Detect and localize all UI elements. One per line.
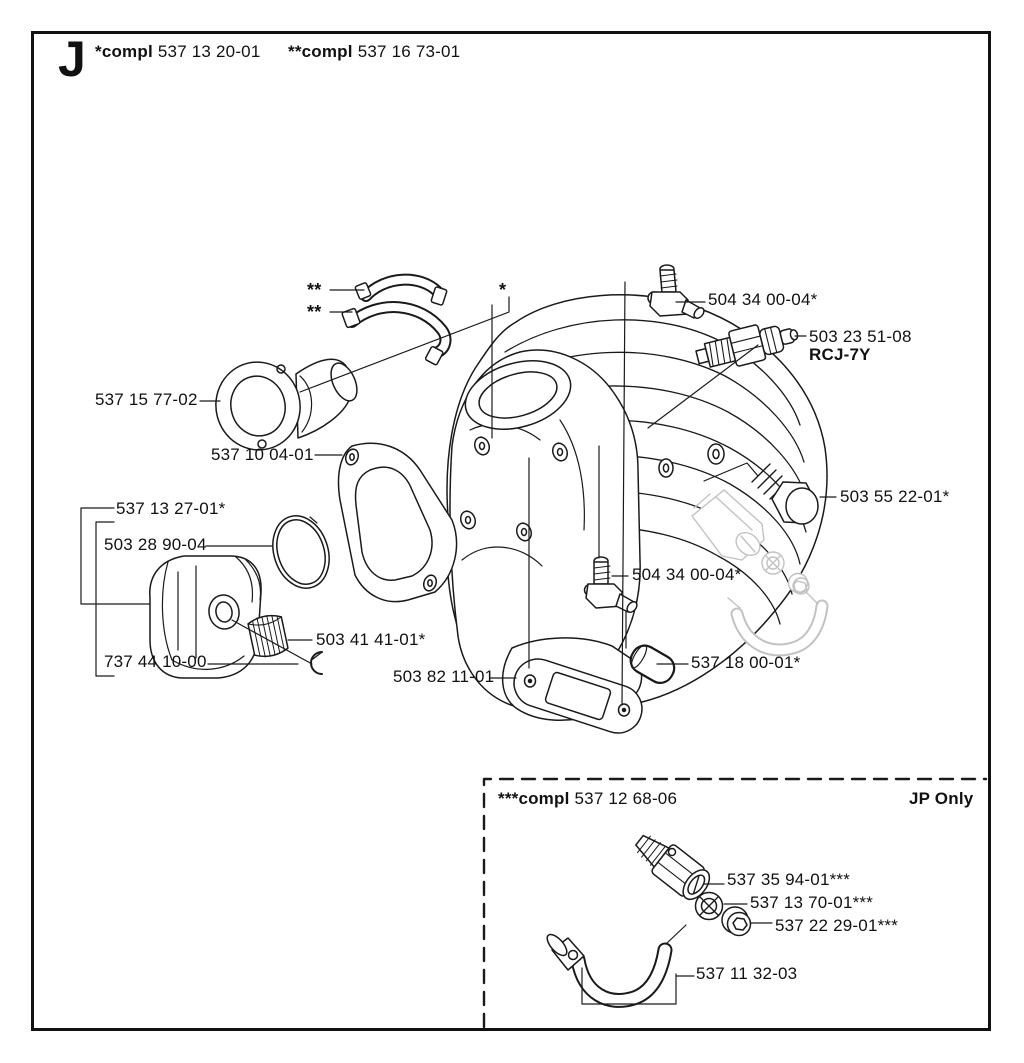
jp-leader-lines xyxy=(582,884,772,1004)
part-label-piston-ring: 503 28 90-04 xyxy=(104,535,207,554)
part-label-piston-pin: 737 44 10-00 xyxy=(104,652,207,671)
part-marker-clamp-top: ** xyxy=(307,280,322,300)
part-label-intake-boot: 537 15 77-02 xyxy=(95,390,198,409)
header-compl-2 xyxy=(288,42,460,61)
intake-boot-drawing xyxy=(207,353,363,459)
circlip-drawing xyxy=(311,652,322,674)
part-label-jp-nut: 537 22 29-01*** xyxy=(775,916,899,935)
header-compl-1 xyxy=(95,42,261,61)
jp-box-header xyxy=(498,789,677,808)
part-label-intake-bracket: 537 10 04-01 xyxy=(211,445,314,464)
jp-dashed-box xyxy=(484,779,986,1027)
part-label-exhaust-gasket: 503 82 11-01 xyxy=(393,667,495,686)
part-label-decomp-plug: 503 55 22-01* xyxy=(840,487,950,506)
header-compl-2-prefix: **compl xyxy=(288,42,353,61)
jp-box-header-number: 537 12 68-06 xyxy=(574,789,678,808)
section-letter: J xyxy=(58,31,85,87)
part-label-piston-complete: 537 13 27-01* xyxy=(116,499,226,518)
part-label-elbow-bottom: 504 34 00-04* xyxy=(632,565,742,584)
part-label-needle-bearing: 503 41 41-01* xyxy=(316,630,426,649)
header-compl-2-number: 537 16 73-01 xyxy=(357,42,461,61)
jp-valve-drawing xyxy=(628,826,715,905)
part-label-jp-washer: 537 13 70-01*** xyxy=(750,893,874,912)
part-label-spark-plug-model: RCJ-7Y xyxy=(809,345,871,364)
intake-bracket-drawing xyxy=(339,443,457,601)
jp-hose-drawing xyxy=(544,925,686,1000)
elbow-fitting-top-drawing xyxy=(648,265,706,320)
jp-box-header-prefix: ***compl xyxy=(498,789,570,808)
part-label-protection-cap: 537 18 00-01* xyxy=(691,653,801,672)
part-marker-cylinder: * xyxy=(499,280,507,300)
part-label-spark-plug: 503 23 51-08 xyxy=(809,327,912,346)
part-label-jp-valve: 537 35 94-01*** xyxy=(727,870,851,889)
jp-washer-drawing xyxy=(696,893,723,920)
part-label-elbow-top: 504 34 00-04* xyxy=(708,290,818,309)
jp-box-region-tag: JP Only xyxy=(909,789,974,808)
header-compl-1-prefix: *compl xyxy=(95,42,153,61)
bracket-lines xyxy=(81,508,150,676)
header-compl-1-number: 537 13 20-01 xyxy=(157,42,261,61)
part-label-jp-hose: 537 11 32-03 xyxy=(696,964,798,983)
needle-bearing-drawing xyxy=(247,613,289,659)
piston-ring-drawing xyxy=(264,508,338,595)
part-marker-clamp-bottom: ** xyxy=(307,302,322,322)
jp-nut-drawing xyxy=(722,907,751,936)
